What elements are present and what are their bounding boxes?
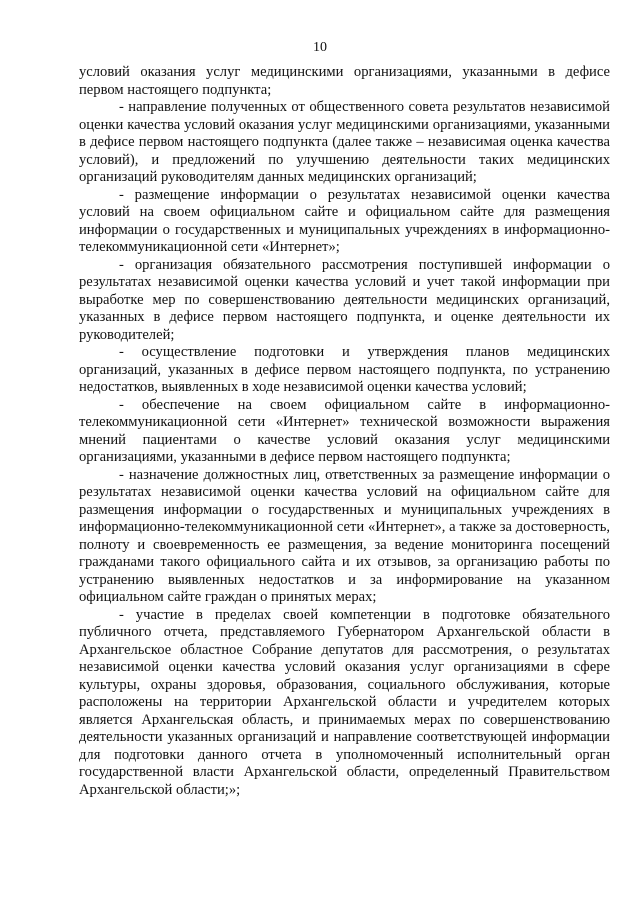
page-number: 10 <box>313 40 327 55</box>
paragraph-public-report: - участие в пределах своей компетенции в подготовке обязательного публичного отчета, представляемого Губернатором Архангельской области в Архангельское областное Собрание депутатов для рассмотрения, о результатах независимой оценки качества условий оказания услуг организациями в сфере культуры, охраны здоровья, образования, социального обслуживания, которые расположены на территории Архангельской области и учредителем которых является Архангельская область, и принимаемых мерах по совершенствованию деятельности указанных организаций и направление соответствующей информации для подготовки данного отчета в уполномоченный исполнительный орган государственной власти Архангельской области, определенный Правительством Архангельской области;»; <box>79 606 610 798</box>
paragraph-feedback: - обеспечение на своем официальном сайте в информационно-телекоммуникационной сети «Интернет» технической возможности выражения мнений пациентами о качестве условий оказания услуг медицинскими организациями, указанными в дефисе первом настоящего подпункта; <box>79 396 610 465</box>
paragraph-plans: - осуществление подготовки и утверждения планов медицинских организаций, указанных в дефисе первом настоящего подпункта, по устранению недостатков, выявленных в ходе независимой оценки качества условий; <box>79 344 610 395</box>
paragraph-officials: - назначение должностных лиц, ответственных за размещение информации о результатах независимой оценки качества условий на официальном сайте для размещения информации о государственных и муниципальных учреждениях в информационно-телекоммуникационной сети «Интернет», а также за достоверность, полноту и своевременность ее размещения, за ведение мониторинга посещений гражданами такого официального сайта и их отзывов, за организацию работы по устранению выявленных недостатков и за информирование на указанном официальном сайте граждан о принятых мерах; <box>79 466 610 605</box>
paragraph-publication: - размещение информации о результатах независимой оценки качества условий на своем официальном сайте и официальном сайте для размещения информации о государственных и муниципальных учреждениях в информационно-телекоммуникационной сети «Интернет»; <box>79 186 610 255</box>
paragraph-continuation: условий оказания услуг медицинскими организациями, указанными в дефисе первом настоящего подпункта; <box>79 64 610 98</box>
paragraph-results-referral: - направление полученных от общественного совета результатов независимой оценки качества условий оказания услуг медицинскими организациями, указанными в дефисе первом настоящего подпункта (далее также – независимая оценка качества условий), и предложений по улучшению деятельности таких медицинских организаций руководителям данных медицинских организаций; <box>79 99 610 185</box>
body-text <box>79 64 610 799</box>
paragraph-review: - организация обязательного рассмотрения поступившей информации о результатах независимой оценки качества условий и учет такой информации при выработке мер по совершенствованию деятельности медицинских организаций, указанных в дефисе первом настоящего подпункта, и оценке деятельности их руководителей; <box>79 256 610 343</box>
